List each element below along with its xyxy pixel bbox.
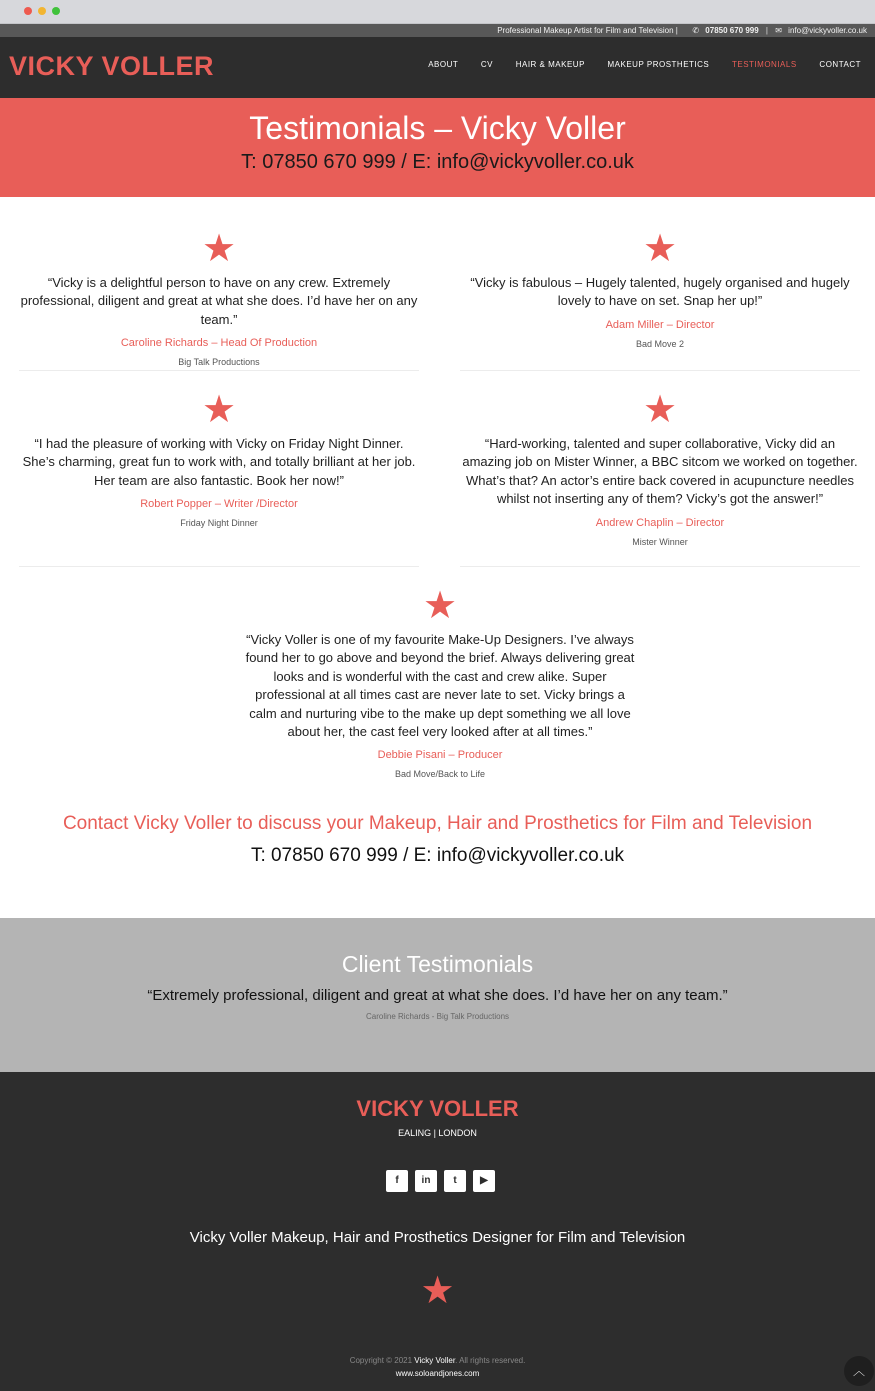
testimonial-quote: “Vicky is fabulous – Hugely talented, hugely organised and hugely lovely to have on set. Snap her up!” (470, 275, 850, 309)
testimonial-quote: “I had the pleasure of working with Vicky on Friday Night Dinner. She’s charming, great fun to work with, and totally brilliant at her job. Her team are also fantastic. Book her now!” (22, 436, 416, 488)
testimonial-author: Adam Miller – Director (605, 318, 715, 331)
testimonial-author: Debbie Pisani – Producer (377, 749, 503, 762)
chevron-up-icon[interactable]: ︿ (844, 1356, 874, 1386)
star-icon: ★ (420, 1270, 455, 1312)
footer-star (0, 1272, 875, 1310)
testimonial-company: Friday Night Dinner (180, 518, 258, 529)
divider (19, 566, 419, 567)
nav-cv[interactable]: CV (480, 60, 493, 69)
star-icon: ★ (642, 389, 678, 431)
email-link[interactable]: info@vickyvoller.co.uk (788, 26, 867, 35)
testimonial-company: Bad Move 2 (635, 338, 685, 349)
star-icon: ★ (201, 228, 237, 270)
divider: | (765, 26, 768, 35)
copyright (0, 1355, 875, 1367)
close-window-button[interactable] (24, 7, 32, 15)
testimonial-card (460, 391, 860, 548)
main-nav (408, 60, 861, 69)
nav-hair-makeup[interactable]: HAIR & MAKEUP (515, 60, 585, 69)
social-links (386, 1170, 498, 1192)
phone-icon: ✆ (692, 26, 700, 35)
hero-contact: T: 07850 670 999 / E: info@vickyvoller.co.uk (241, 151, 634, 173)
page-title: Testimonials – Vicky Voller (249, 110, 626, 146)
testimonial-card (460, 230, 860, 350)
site-logo[interactable]: VICKY VOLLER (9, 51, 215, 81)
footer-location: EALING | LONDON (398, 1128, 477, 1138)
divider (460, 566, 860, 567)
testimonial-card (19, 391, 419, 529)
testimonial-quote: “Vicky Voller is one of my favourite Make-Up Designers. I’ve always found her to go above and beyond the brief. Always delivering great looks and is wonderful with the cast and crew alike. Super professional at all times cast are never late to set. Vicky brings a calm and nurturing vibe to the make up dept something we all love about her, the cast feel very looked after at all times.” (245, 632, 635, 740)
site-footer (0, 1072, 875, 1391)
testimonial-card (19, 230, 419, 368)
testimonial-quote: “Hard-working, talented and super collaborative, Vicky did an amazing job on Mister Winner, a BBC sitcom we worked on together. What’s that? An actor’s entire back covered in acupuncture needles whilst not inserting any of them? Vicky’s got the answer!” (462, 436, 858, 507)
site-header (0, 37, 875, 98)
testimonial-company: Bad Move/Back to Life (394, 769, 486, 780)
testimonial-card (240, 587, 640, 780)
client-quote: “Extremely professional, diligent and great at what she does. I’d have her on any team.” (147, 987, 728, 1004)
credit-link[interactable]: www.soloandjones.com (395, 1369, 480, 1378)
testimonial-quote: “Vicky is a delightful person to have on any crew. Extremely professional, diligent and great at what she does. I’d have her on any team.” (20, 275, 418, 327)
copyright-prefix: Copyright © 2021 (349, 1356, 413, 1365)
star-icon: ★ (201, 389, 237, 431)
footer-tagline: Vicky Voller Makeup, Hair and Prosthetics Designer for Film and Television (189, 1229, 686, 1246)
youtube-icon[interactable]: ▶ (473, 1170, 495, 1192)
nav-testimonials[interactable]: TESTIMONIALS (732, 60, 797, 69)
divider (460, 370, 860, 371)
page-hero (0, 98, 875, 197)
testimonial-company: Big Talk Productions (178, 357, 260, 368)
tagline: Professional Makeup Artist for Film and Television | (497, 26, 678, 35)
contact-heading[interactable]: Contact Vicky Voller to discuss your Makeup, Hair and Prosthetics for Film and Television (62, 813, 813, 834)
maximize-window-button[interactable] (52, 7, 60, 15)
nav-makeup-prosthetics[interactable]: MAKEUP PROSTHETICS (607, 60, 710, 69)
copyright-owner[interactable]: Vicky Voller (414, 1356, 456, 1365)
twitter-icon[interactable]: t (444, 1170, 466, 1192)
linkedin-icon[interactable]: in (415, 1170, 437, 1192)
phone-link[interactable]: 07850 670 999 (705, 26, 759, 35)
testimonial-author: Caroline Richards – Head Of Production (120, 337, 318, 350)
minimize-window-button[interactable] (38, 7, 46, 15)
footer-logo[interactable]: VICKY VOLLER (356, 1096, 519, 1121)
contact-details: T: 07850 670 999 / E: info@vickyvoller.co.uk (250, 845, 625, 866)
testimonial-author: Andrew Chaplin – Director (595, 516, 725, 529)
testimonial-author: Robert Popper – Writer /Director (140, 498, 298, 511)
client-testimonials-section (0, 918, 875, 1072)
facebook-icon[interactable]: f (386, 1170, 408, 1192)
copyright-suffix: . All rights reserved. (455, 1356, 526, 1365)
client-credit: Caroline Richards - Big Talk Productions (365, 1012, 510, 1021)
divider (19, 370, 419, 371)
envelope-icon: ✉ (775, 26, 782, 35)
testimonial-company: Mister Winner (632, 536, 688, 547)
section-title: Client Testimonials (341, 951, 534, 977)
star-icon: ★ (422, 585, 458, 627)
top-info-bar (0, 24, 875, 37)
nav-contact[interactable]: CONTACT (819, 60, 861, 69)
browser-titlebar (0, 0, 875, 24)
star-icon: ★ (642, 228, 678, 270)
nav-about[interactable]: ABOUT (428, 60, 459, 69)
